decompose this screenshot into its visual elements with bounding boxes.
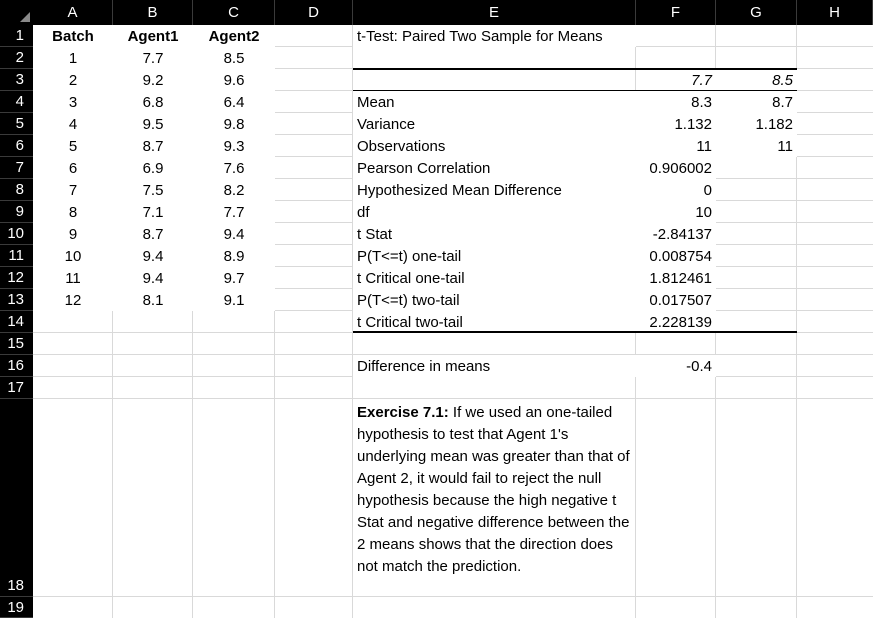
table-data-cell[interactable]: 8.7 xyxy=(113,135,193,157)
row-header-7[interactable]: 7 xyxy=(0,157,33,179)
table-data-cell[interactable]: 9.4 xyxy=(193,223,275,245)
table-data-cell[interactable]: 9 xyxy=(33,223,113,245)
row-header-13[interactable]: 13 xyxy=(0,289,33,311)
row-header-2[interactable]: 2 xyxy=(0,47,33,69)
ttest-stat-value[interactable]: 8.3 xyxy=(636,91,716,113)
table-data-cell[interactable]: 9.3 xyxy=(193,135,275,157)
table-data-cell[interactable]: 9.4 xyxy=(113,267,193,289)
column-header-a[interactable]: A xyxy=(33,0,113,25)
row-header-18[interactable]: 18 xyxy=(0,399,33,597)
row-header-16[interactable]: 16 xyxy=(0,355,33,377)
row-header-15[interactable]: 15 xyxy=(0,333,33,355)
table-data-cell[interactable]: 2 xyxy=(33,69,113,91)
select-all-corner[interactable] xyxy=(0,0,33,25)
table-top-border xyxy=(353,68,797,70)
column-header-h[interactable]: H xyxy=(797,0,873,25)
table-data-cell[interactable]: 4 xyxy=(33,113,113,135)
table-header-cell[interactable]: Agent2 xyxy=(193,25,275,47)
ttest-stat-label[interactable]: Hypothesized Mean Difference xyxy=(353,179,636,201)
row-header-10[interactable]: 10 xyxy=(0,223,33,245)
ttest-stat-value[interactable]: 0.017507 xyxy=(636,289,716,311)
ttest-stat-label[interactable]: Observations xyxy=(353,135,636,157)
column-header-d[interactable]: D xyxy=(275,0,353,25)
table-data-cell[interactable]: 5 xyxy=(33,135,113,157)
row-header-3[interactable]: 3 xyxy=(0,69,33,91)
ttest-stat-value[interactable]: 0.008754 xyxy=(636,245,716,267)
row-header-9[interactable]: 9 xyxy=(0,201,33,223)
table-data-cell[interactable]: 9.5 xyxy=(113,113,193,135)
table-data-cell[interactable]: 6.4 xyxy=(193,91,275,113)
row-header-12[interactable]: 12 xyxy=(0,267,33,289)
table-data-cell[interactable]: 9.4 xyxy=(113,245,193,267)
column-header-g[interactable]: G xyxy=(716,0,797,25)
ttest-stat-label[interactable]: t Stat xyxy=(353,223,636,245)
table-data-cell[interactable]: 9.1 xyxy=(193,289,275,311)
table-data-cell[interactable]: 7.5 xyxy=(113,179,193,201)
table-data-cell[interactable]: 7.6 xyxy=(193,157,275,179)
ttest-stat-value[interactable]: 1.132 xyxy=(636,113,716,135)
ttest-stat-value[interactable]: 1.812461 xyxy=(636,267,716,289)
row-header-8[interactable]: 8 xyxy=(0,179,33,201)
table-header-cell[interactable]: Batch xyxy=(33,25,113,47)
row-header-6[interactable]: 6 xyxy=(0,135,33,157)
row-header-19[interactable]: 19 xyxy=(0,597,33,618)
table-bottom-border xyxy=(353,331,797,333)
table-data-cell[interactable]: 6 xyxy=(33,157,113,179)
table-data-cell[interactable]: 8.2 xyxy=(193,179,275,201)
ttest-stat-value[interactable]: 11 xyxy=(636,135,716,157)
ttest-stat-value[interactable]: -2.84137 xyxy=(636,223,716,245)
table-data-cell[interactable]: 8.5 xyxy=(193,47,275,69)
ttest-stat-label[interactable]: P(T<=t) two-tail xyxy=(353,289,636,311)
table-data-cell[interactable]: 7.7 xyxy=(113,47,193,69)
table-data-cell[interactable]: 1 xyxy=(33,47,113,69)
column-header-b[interactable]: B xyxy=(113,0,193,25)
table-data-cell[interactable]: 3 xyxy=(33,91,113,113)
ttest-column-label[interactable]: 7.7 xyxy=(636,69,716,91)
ttest-stat-value[interactable]: 0.906002 xyxy=(636,157,716,179)
row-header-17[interactable]: 17 xyxy=(0,377,33,399)
table-data-cell[interactable]: 9.2 xyxy=(113,69,193,91)
table-data-cell[interactable]: 10 xyxy=(33,245,113,267)
ttest-stat-value[interactable]: 8.7 xyxy=(716,91,797,113)
ttest-stat-label[interactable]: t Critical two-tail xyxy=(353,311,636,333)
gridline-horizontal xyxy=(33,596,873,597)
table-data-cell[interactable]: 7 xyxy=(33,179,113,201)
ttest-stat-value[interactable]: 2.228139 xyxy=(636,311,716,333)
exercise-text: If we used an one-tailed hypothesis to test that Agent 1's underlying mean was greater than that of Agent 2, it would fail to reject the null hypothesis because the high negative t Stat and negative difference between the 2 means shows that the direction does not match the prediction. xyxy=(357,404,630,575)
ttest-stat-value[interactable]: 0 xyxy=(636,179,716,201)
table-data-cell[interactable]: 12 xyxy=(33,289,113,311)
ttest-stat-label[interactable]: Mean xyxy=(353,91,636,113)
exercise-title: Exercise 7.1: xyxy=(357,404,449,421)
select-all-triangle-icon xyxy=(20,12,30,22)
table-data-cell[interactable]: 6.9 xyxy=(113,157,193,179)
table-data-cell[interactable]: 9.8 xyxy=(193,113,275,135)
table-data-cell[interactable]: 6.8 xyxy=(113,91,193,113)
ttest-stat-value[interactable]: 1.182 xyxy=(716,113,797,135)
ttest-stat-label[interactable]: t Critical one-tail xyxy=(353,267,636,289)
table-data-cell[interactable]: 8.7 xyxy=(113,223,193,245)
ttest-stat-label[interactable]: df xyxy=(353,201,636,223)
difference-value[interactable]: -0.4 xyxy=(636,355,716,377)
column-header-c[interactable]: C xyxy=(193,0,275,25)
table-data-cell[interactable]: 9.7 xyxy=(193,267,275,289)
table-data-cell[interactable]: 7.1 xyxy=(113,201,193,223)
ttest-stat-label[interactable]: P(T<=t) one-tail xyxy=(353,245,636,267)
table-header-bottom-border xyxy=(353,90,797,91)
exercise-note[interactable] xyxy=(353,402,636,578)
ttest-stat-label[interactable]: Pearson Correlation xyxy=(353,157,636,179)
ttest-title[interactable]: t-Test: Paired Two Sample for Means xyxy=(353,25,636,47)
ttest-stat-value[interactable]: 10 xyxy=(636,201,716,223)
ttest-column-label[interactable]: 8.5 xyxy=(716,69,797,91)
gridline-horizontal xyxy=(33,398,873,399)
table-data-cell[interactable]: 8 xyxy=(33,201,113,223)
table-data-cell[interactable]: 8.1 xyxy=(113,289,193,311)
table-header-cell[interactable]: Agent1 xyxy=(113,25,193,47)
column-header-e[interactable]: E xyxy=(353,0,636,25)
table-data-cell[interactable]: 8.9 xyxy=(193,245,275,267)
row-header-5[interactable]: 5 xyxy=(0,113,33,135)
difference-label[interactable]: Difference in means xyxy=(353,355,636,377)
ttest-stat-label[interactable]: Variance xyxy=(353,113,636,135)
ttest-stat-value[interactable]: 11 xyxy=(716,135,797,157)
table-data-cell[interactable]: 11 xyxy=(33,267,113,289)
row-header-14[interactable]: 14 xyxy=(0,311,33,333)
column-header-f[interactable]: F xyxy=(636,0,716,25)
row-header-4[interactable]: 4 xyxy=(0,91,33,113)
row-header-1[interactable]: 1 xyxy=(0,25,33,47)
row-header-11[interactable]: 11 xyxy=(0,245,33,267)
table-data-cell[interactable]: 9.6 xyxy=(193,69,275,91)
table-data-cell[interactable]: 7.7 xyxy=(193,201,275,223)
